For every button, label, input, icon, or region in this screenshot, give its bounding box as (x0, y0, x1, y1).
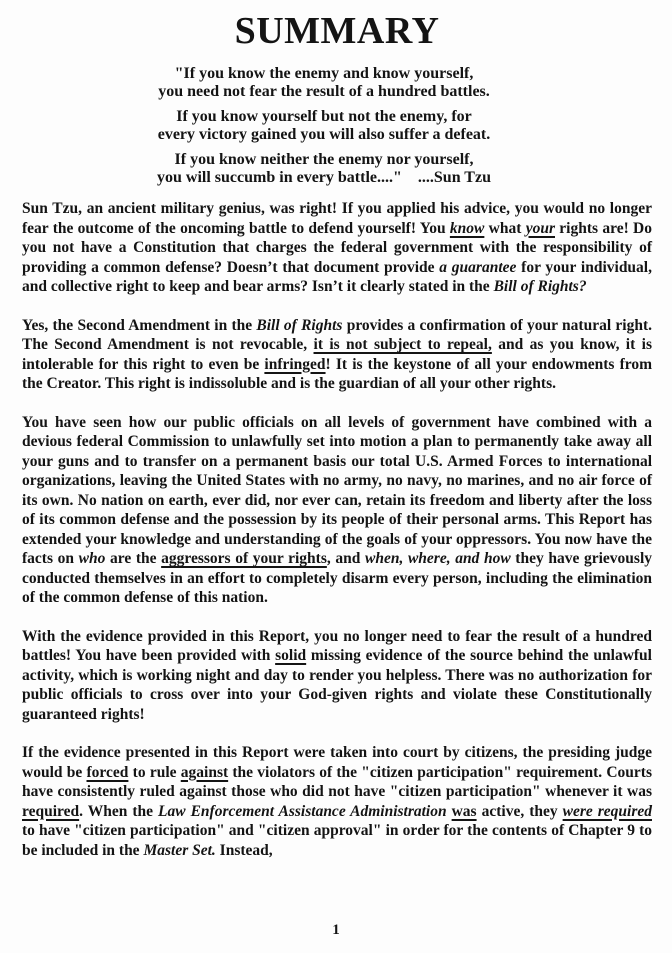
quote-line: If you know neither the enemy nor yourself, (174, 151, 474, 168)
paragraph-4: With the evidence provided in this Report, you no longer need to fear the result of a hundred battles! You have been provided with solid missing evidence of the source behind the unlawful activity, which is working night and day to render you helpless. There was no authorization for public officials to cross over into your God-given rights and violate these Constitutionally guaranteed rights! (22, 627, 652, 723)
paragraph-5: If the evidence presented in this Report were taken into court by citizens, the presiding judge would be forced to rule against the violators of the "citizen participation" requirement. Courts have consistently ruled against those who did not have "citizen participation" whenever it was required. When the Law Enforcement Assistance Administration was active, they were required to have "citizen participation" and "citizen approval" in order for the contents of Chapter 9 to be included in the Master Set. Instead, (22, 744, 652, 859)
page-title: SUMMARY (234, 10, 440, 52)
document-body (22, 199, 652, 860)
paragraph-3: You have seen how our public officials on all levels of government have combined with a devious federal Commission to unlawfully set into motion a plan to permanently take away all your guns and to transfer on a permanent basis our total U.S. Armed Forces to international organizations, leaving the United States with no army, no navy, no marines, and no air force of its own. No nation on earth, ever did, nor ever can, retain its freedom and liberty after the loss of its common defense and the possession by its people of their personal arms. This Report has extended your knowledge and understanding of the goals of your oppressors. You now have the facts on who are the aggressors of your rights, and when, where, and how they have grievously conducted themselves in an effort to completely disarm every person, including the elimination of the common defense of this nation. (22, 413, 652, 606)
quote-line: you will succumb in every battle...." ....Sun Tzu (157, 169, 491, 186)
paragraph-1: Sun Tzu, an ancient military genius, was right! If you applied his advice, you would no longer fear the outcome of the oncoming battle to defend yourself! You know what your rights are! Do you not have a Constitution that charges the federal government with the responsibility of providing a common defense? Doesn’t that document provide a guarantee for your individual, and collective right to keep and bear arms? Isn’t it clearly stated in the Bill of Rights? (22, 200, 652, 295)
sun-tzu-quote (9, 65, 639, 187)
quote-line: If you know yourself but not the enemy, for (176, 108, 472, 125)
page-number: 1 (332, 922, 340, 938)
quote-line: you need not fear the result of a hundred battles. (158, 83, 490, 100)
quote-stanza (9, 108, 639, 144)
quote-line: every victory gained you will also suffer a defeat. (157, 126, 491, 143)
quote-stanza (9, 65, 639, 101)
quote-line: "If you know the enemy and know yourself, (174, 65, 474, 82)
quote-stanza (9, 151, 639, 187)
paragraph-2: Yes, the Second Amendment in the Bill of Rights provides a confirmation of your natural right. The Second Amendment is not revocable, it is not subject to repeal, and as you know, it is intolerable for this right to even be infringed! It is the keystone of all your endowments from the Creator. This right is indissoluble and is the guardian of all your other rights. (22, 316, 653, 392)
